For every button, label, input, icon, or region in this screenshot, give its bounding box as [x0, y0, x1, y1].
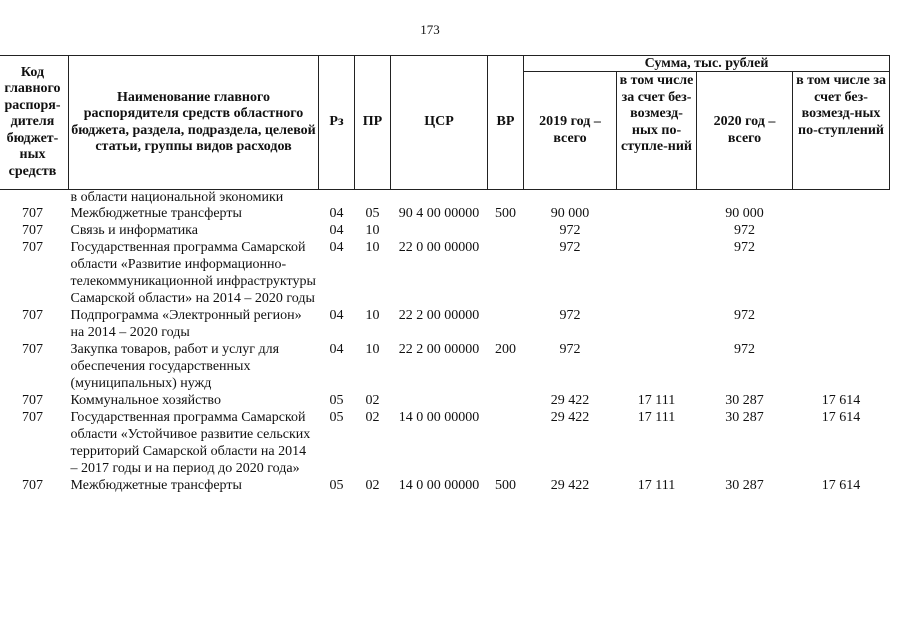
cell-csr	[391, 222, 488, 239]
table-header	[0, 56, 890, 190]
cell-2019-gratuitous: 17 111	[637, 393, 676, 408]
cell-pr: 05	[365, 206, 380, 221]
cell-2019-gratuitous	[617, 205, 697, 222]
cell-csr: 14 0 00 00000	[398, 410, 480, 425]
cell-name: Коммунальное хозяйство	[70, 393, 221, 408]
cell-2020-total: 30 287	[725, 478, 764, 493]
cell-2019-total: 972	[559, 223, 581, 238]
cell-csr: 90 4 00 00000	[398, 206, 480, 221]
cell-name: Государственная программа Самарской области «Устойчивое развитие сельских территорий Самарской области на 2014 – 2017 годы и на период до 2020 года»	[70, 410, 311, 476]
cell-csr: 22 2 00 00000	[398, 342, 480, 357]
cell-pr: 02	[365, 393, 380, 408]
cell-2019-total: 29 422	[550, 393, 590, 408]
cell-code: 707	[22, 410, 43, 425]
cell-2020-total: 972	[734, 342, 755, 357]
header-2019-total: 2019 год – всего	[524, 72, 617, 190]
cell-csr: 14 0 00 00000	[398, 478, 480, 493]
cell-2020-gratuitous: 17 614	[821, 478, 861, 493]
cell-pr: 02	[365, 478, 380, 493]
continuation-row	[0, 190, 890, 206]
cell-2020-gratuitous: 17 614	[821, 393, 861, 408]
cell-name: Государственная программа Самарской области «Развитие информационно-телекоммуникационной инфраструктуры Самарской области» на 2014 – 2020 годы	[70, 240, 316, 306]
header-pr: ПР	[355, 56, 391, 190]
cell-csr	[391, 392, 488, 409]
cell-rz: 04	[329, 206, 344, 221]
cell-2020-total: 90 000	[725, 206, 764, 221]
table-row	[0, 392, 890, 409]
cell-name: Межбюджетные трансферты	[70, 478, 242, 493]
cell-code: 707	[22, 308, 43, 323]
cell-code: 707	[22, 206, 43, 221]
header-code: Код главного распоря-дителя бюджет-ных средств	[0, 56, 69, 190]
header-rz: Рз	[319, 56, 355, 190]
cell-2020-total: 30 287	[725, 410, 764, 425]
cell-csr: 22 2 00 00000	[398, 308, 480, 323]
cell-2020-gratuitous	[793, 341, 890, 392]
cell-rz: 05	[329, 410, 344, 425]
cell-2020-gratuitous	[793, 239, 890, 307]
cell-code: 707	[22, 393, 43, 408]
cell-2020-gratuitous	[793, 205, 890, 222]
header-vr: ВР	[488, 56, 524, 190]
table-row	[0, 205, 890, 222]
cell-2020-total: 30 287	[725, 393, 764, 408]
table-row	[0, 477, 890, 494]
cell-name: Закупка товаров, работ и услуг для обеспечения государственных (муниципальных) нужд	[70, 342, 280, 391]
cell-pr: 10	[365, 308, 380, 323]
cell-2020-gratuitous	[793, 222, 890, 239]
cell-2020-gratuitous: 17 614	[821, 410, 861, 425]
cell-vr: 500	[495, 206, 516, 221]
cell-2019-total: 29 422	[550, 478, 590, 493]
cell-rz: 05	[329, 393, 344, 408]
cell-vr	[488, 239, 524, 307]
cell-2019-total: 972	[559, 308, 581, 323]
cell-pr: 10	[365, 223, 380, 238]
cell-vr	[488, 409, 524, 477]
cell-rz: 04	[329, 223, 344, 238]
cell-code: 707	[22, 342, 43, 357]
table-row	[0, 409, 890, 477]
cell-vr: 200	[495, 342, 516, 357]
cell-pr: 02	[365, 410, 380, 425]
cell-2020-total: 972	[734, 308, 755, 323]
cell-2019-gratuitous	[617, 307, 697, 341]
cell-rz: 04	[329, 240, 344, 255]
cell-code: 707	[22, 478, 43, 493]
cell-2019-total: 90 000	[550, 206, 590, 221]
table-body	[0, 190, 890, 495]
cell-2020-gratuitous	[793, 307, 890, 341]
cell-vr	[488, 392, 524, 409]
cell-2019-total: 29 422	[550, 410, 590, 425]
budget-table	[0, 55, 890, 494]
cell-rz: 05	[329, 478, 344, 493]
cell-csr: 22 0 00 00000	[398, 240, 480, 255]
header-2019-gratuitous: в том числе за счет без-возмезд-ных по-ступле-ний	[617, 72, 697, 190]
cell-2019-gratuitous: 17 111	[637, 478, 676, 493]
cell-2020-total: 972	[734, 240, 755, 255]
table-row	[0, 239, 890, 307]
header-2020-total: 2020 год – всего	[697, 72, 793, 190]
page-number: 173	[420, 22, 440, 37]
cell-vr	[488, 222, 524, 239]
cell-2020-total: 972	[734, 223, 755, 238]
cell-name: Связь и информатика	[70, 223, 198, 238]
header-csr: ЦСР	[391, 56, 488, 190]
cell-vr: 500	[495, 478, 516, 493]
header-2020-gratuitous: в том числе за счет без-возмезд-ных по-ступлений	[793, 72, 890, 190]
cell-2019-gratuitous	[617, 222, 697, 239]
cell-name: Подпрограмма «Электронный регион» на 2014 – 2020 годы	[70, 308, 302, 340]
cell-2019-gratuitous: 17 111	[637, 410, 676, 425]
cell-pr: 10	[365, 342, 380, 357]
cell-code: 707	[22, 223, 43, 238]
table-row	[0, 222, 890, 239]
cell-rz: 04	[329, 308, 344, 323]
continuation-text: в области национальной экономики	[70, 190, 284, 205]
cell-name: Межбюджетные трансферты	[70, 206, 242, 221]
cell-rz: 04	[329, 342, 344, 357]
table-row	[0, 307, 890, 341]
cell-2019-gratuitous	[617, 341, 697, 392]
cell-pr: 10	[365, 240, 380, 255]
header-name: Наименование главного распорядителя средств областного бюджета, раздела, подраздела, целевой статьи, группы видов расходов	[69, 56, 319, 190]
cell-code: 707	[22, 240, 43, 255]
cell-2019-gratuitous	[617, 239, 697, 307]
header-sum: Сумма, тыс. рублей	[524, 56, 890, 72]
cell-2019-total: 972	[559, 240, 581, 255]
cell-vr	[488, 307, 524, 341]
cell-2019-total: 972	[559, 342, 581, 357]
table-row	[0, 341, 890, 392]
